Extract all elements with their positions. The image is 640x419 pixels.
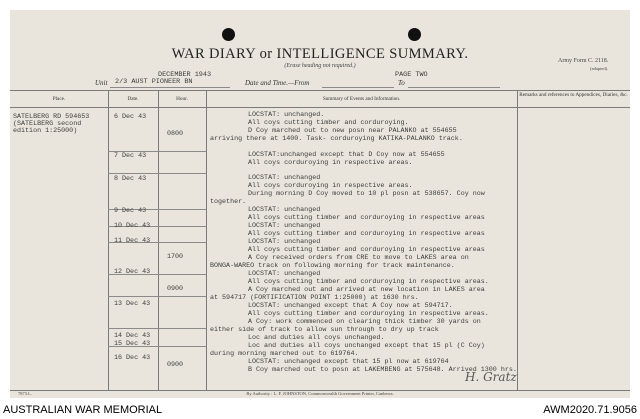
entry-line: All coys cutting timber and corduroying in respective areas. [248, 278, 489, 286]
entry-line: All coys cutting timber and corduroying. [248, 119, 409, 127]
punch-hole [222, 28, 235, 41]
page-title: WAR DIARY or INTELLIGENCE SUMMARY. [171, 46, 469, 62]
date-cell: 6 Dec 43 [114, 113, 147, 121]
print-authority: By Authority : L. F. JOHNSTON, Commonwealth Government Printer, Canberra. [246, 391, 394, 396]
entry-line: A Coy: work commenced on clearing thick timber 30 yards on [248, 318, 481, 326]
from-underline [322, 87, 394, 88]
column-divider [108, 90, 109, 390]
date-rule [108, 296, 206, 297]
entry-line: at 594717 (FORTIFICATION POINT 1:25000) at 1630 hrs. [210, 294, 419, 302]
date-cell: 11 Dec 43 [114, 237, 151, 245]
unit-label: Unit [95, 79, 108, 87]
entry-line: BONGA-WAREO track on following morning for track maintenance. [210, 262, 455, 270]
entry-line: LOCSTAT: unchanged [248, 174, 321, 182]
date-cell: 15 Dec 43 [114, 340, 151, 348]
entry-line: LOCSTAT: unchanged except that A Coy now at 594717. [248, 302, 453, 310]
hour-cell: 0900 [167, 285, 184, 293]
entry-line: Loc and duties all coys unchanged except that 15 pl (C Coy) [248, 342, 485, 350]
to-label: To [398, 79, 405, 87]
print-code: 7873.L. [18, 391, 32, 396]
page-subtitle: (Erase heading not required.) [284, 63, 356, 69]
unit-underline [110, 87, 230, 88]
header-bottom-rule [10, 107, 630, 108]
date-cell: 14 Dec 43 [114, 332, 151, 340]
entry-line: All coys corduroying in respective areas. [248, 159, 413, 167]
entry-line: A Coy received orders from CRE to move to LAKES area on [248, 254, 469, 262]
form-name: Army Form C. 2118. [558, 58, 609, 64]
entry-line: LOCSTAT: unchanged [248, 206, 321, 214]
column-divider [206, 90, 207, 390]
unit-field: 2/3 AUST PIONEER BN [115, 78, 193, 86]
column-header-hour: Hour. [176, 96, 188, 102]
page-number: PAGE TWO [395, 71, 428, 79]
entry-line: LOCSTAT: unchanged [248, 270, 321, 278]
entry-line: All coys cutting timber and corduroying in respective areas [248, 246, 485, 254]
entry-line: LOCSTAT:unchanged except that D Coy now at 554655 [248, 151, 445, 159]
date-cell: 13 Dec 43 [114, 300, 151, 308]
entry-line: Loc and duties all coys unchanged. [248, 334, 385, 342]
date-rule [108, 173, 206, 174]
entry-line: All coys cutting timber and corduroying in respective areas [248, 214, 485, 222]
entry-line: All coys cutting timber and corduroying in respective areas. [248, 310, 489, 318]
column-header-remarks: Remarks and references to Appendices, Diaries, &c. [519, 92, 628, 98]
entry-line: LOCSTAT: unchanged [248, 222, 321, 230]
column-header-place: Place. [52, 96, 66, 102]
date-cell: 16 Dec 43 [114, 354, 151, 362]
month-field: DECEMBER 1943 [158, 71, 212, 79]
column-header-date: Date. [127, 96, 139, 102]
form-reference [558, 58, 608, 72]
entry-line: B Coy marched out to posn at LAKEMBENG at 575648. Arrived 1300 hrs. [248, 366, 517, 374]
table-top-rule [10, 90, 630, 91]
date-time-label: Date and Time.—From [245, 79, 310, 87]
column-header-summary: Summary of Events and Information. [322, 96, 401, 102]
hour-cell: 0800 [167, 130, 184, 138]
entry-line: All coys cutting timber and corduroying in respective areas [248, 230, 485, 238]
hour-cell: 0900 [167, 361, 184, 369]
date-rule [108, 328, 206, 329]
archive-reference: AWM2020.71.9056 [543, 404, 637, 416]
entry-line: LOCSTAT: unchanged [248, 238, 321, 246]
entry-line: arriving there at 1400. Task- corduroying KATIKA-PALANKO track. [210, 135, 463, 143]
entry-line: either side of track to allow sun through to dry up track [210, 326, 439, 334]
date-cell: 12 Dec 43 [114, 268, 151, 276]
to-underline [408, 87, 500, 88]
entry-line: during morning marched out to 619764. [210, 350, 359, 358]
date-cell: 10 Dec 43 [114, 222, 151, 230]
date-cell: 8 Dec 43 [114, 175, 147, 183]
date-cell: 7 Dec 43 [114, 152, 147, 160]
entry-line: together. [210, 198, 247, 206]
hour-cell: 1700 [167, 253, 184, 261]
entry-line: LOCSTAT: unchanged except that 15 pl now at 619764 [248, 358, 449, 366]
date-cell: 9 Dec 43 [114, 207, 147, 215]
entry-line: A Coy marched out and arrived at new location in LAKES area [248, 286, 485, 294]
column-divider [158, 90, 159, 390]
column-divider [517, 90, 518, 390]
archive-caption: AUSTRALIAN WAR MEMORIAL [3, 404, 163, 416]
entry-line: D Coy marched out to new posn near PALANKO at 554655 [248, 127, 457, 135]
signature: H. Gratz [465, 370, 517, 384]
form-note: (adapted). [590, 66, 609, 71]
diary-sheet [10, 10, 630, 398]
entry-line: All coys corduroying in respective areas. [248, 182, 413, 190]
place-line: edition 1:25000) [13, 127, 78, 135]
punch-hole [408, 28, 421, 41]
entry-line: During morning D Coy moved to 10 pl posn at 538657. Coy now [248, 190, 485, 198]
place-line: SATELBERG RD 594653 [13, 113, 90, 121]
place-line: (SATELBERG second [13, 120, 82, 128]
entry-line: LOCSTAT: unchanged. [248, 111, 325, 119]
